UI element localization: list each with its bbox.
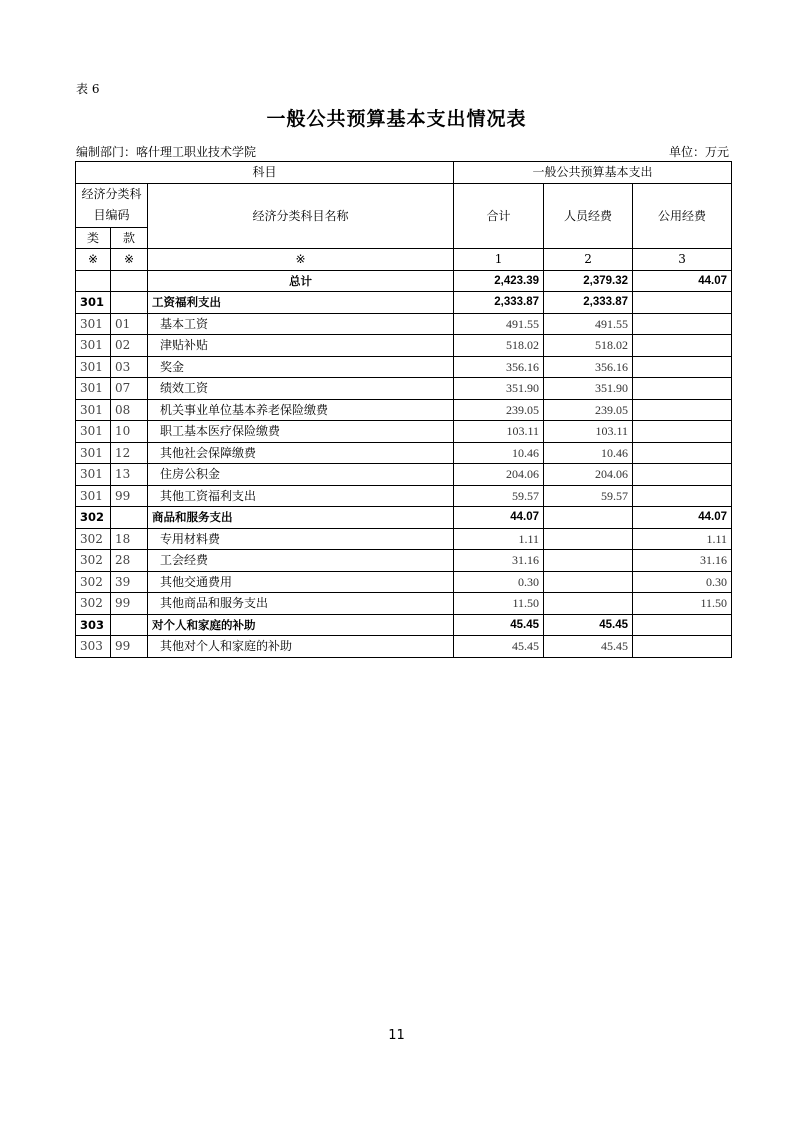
table-number: 表 6 [76, 82, 100, 96]
cell-lei: 301 [76, 399, 111, 421]
cell-personnel: 10.46 [544, 442, 633, 464]
cell-name: 职工基本医疗保险缴费 [148, 421, 454, 443]
cell-total: 1.11 [454, 528, 544, 550]
cell-lei: 302 [76, 571, 111, 593]
cell-total: 356.16 [454, 356, 544, 378]
cell-public [633, 485, 732, 507]
cell-public [633, 464, 732, 486]
cell-kuan: 02 [111, 335, 148, 357]
cell-personnel: 204.06 [544, 464, 633, 486]
cell-name: 工会经费 [148, 550, 454, 572]
table-row [76, 356, 732, 378]
cell-lei: 301 [76, 464, 111, 486]
cell-lei: 301 [76, 421, 111, 443]
cell-total: 204.06 [454, 464, 544, 486]
cell-public: 1.11 [633, 528, 732, 550]
cell-lei: 302 [76, 550, 111, 572]
cell-total: 103.11 [454, 421, 544, 443]
cell-personnel: 518.02 [544, 335, 633, 357]
table-row [76, 442, 732, 464]
cell-kuan [111, 614, 148, 636]
cell-personnel [544, 528, 633, 550]
cell-lei: 301 [76, 442, 111, 464]
cell-name: 绩效工资 [148, 378, 454, 400]
table-row [76, 292, 732, 314]
table-row [76, 399, 732, 421]
cell-total: 31.16 [454, 550, 544, 572]
page-title: 一般公共预算基本支出情况表 [266, 108, 527, 130]
header-public: 公用经费 [633, 183, 732, 249]
cell-name: 其他对个人和家庭的补助 [148, 636, 454, 658]
cell-lei: 301 [76, 485, 111, 507]
cell-lei: 301 [76, 356, 111, 378]
table-row [76, 421, 732, 443]
cell-total: 0.30 [454, 571, 544, 593]
cell-public [633, 442, 732, 464]
cell-name: 基本工资 [148, 313, 454, 335]
table-row [76, 485, 732, 507]
cell-kuan: 99 [111, 593, 148, 615]
cell-lei: 302 [76, 507, 111, 529]
cell-kuan [111, 507, 148, 529]
mark-kuan: ※ [111, 249, 148, 271]
header-personnel: 人员经费 [544, 183, 633, 249]
cell-kuan: 13 [111, 464, 148, 486]
cell-kuan: 01 [111, 313, 148, 335]
compiling-department: 编制部门：喀什理工职业技术学院 [76, 145, 257, 159]
cell-public [633, 292, 732, 314]
total-sum: 2,423.39 [454, 270, 544, 292]
cell-kuan: 18 [111, 528, 148, 550]
table-row [76, 614, 732, 636]
cell-total: 44.07 [454, 507, 544, 529]
cell-total: 491.55 [454, 313, 544, 335]
cell-name: 对个人和家庭的补助 [148, 614, 454, 636]
cell-public: 0.30 [633, 571, 732, 593]
table-row [76, 636, 732, 658]
cell-public: 31.16 [633, 550, 732, 572]
cell-kuan [111, 292, 148, 314]
cell-lei: 303 [76, 614, 111, 636]
table-row [76, 378, 732, 400]
cell-personnel: 103.11 [544, 421, 633, 443]
cell-public: 44.07 [633, 507, 732, 529]
unit-label: 单位：万元 [668, 145, 729, 159]
table-row [76, 464, 732, 486]
cell-lei: 301 [76, 292, 111, 314]
cell-name: 专用材料费 [148, 528, 454, 550]
cell-total: 45.45 [454, 636, 544, 658]
cell-personnel [544, 571, 633, 593]
header-row-2 [76, 183, 732, 227]
mark-lei: ※ [76, 249, 111, 271]
total-public: 44.07 [633, 270, 732, 292]
cell-kuan: 10 [111, 421, 148, 443]
cell-public [633, 636, 732, 658]
total-label: 总计 [148, 270, 454, 292]
cell-name: 奖金 [148, 356, 454, 378]
cell-total: 45.45 [454, 614, 544, 636]
cell-kuan: 39 [111, 571, 148, 593]
cell-public: 11.50 [633, 593, 732, 615]
table-row [76, 571, 732, 593]
cell-name: 津贴补贴 [148, 335, 454, 357]
cell-total: 11.50 [454, 593, 544, 615]
header-lei: 类 [76, 227, 111, 249]
cell-personnel [544, 507, 633, 529]
header-row-4 [76, 249, 732, 271]
cell-public [633, 313, 732, 335]
cell-name: 机关事业单位基本养老保险缴费 [148, 399, 454, 421]
col-index-1: 1 [454, 249, 544, 271]
cell-lei: 301 [76, 378, 111, 400]
cell-personnel [544, 593, 633, 615]
cell-total: 59.57 [454, 485, 544, 507]
cell-name: 其他工资福利支出 [148, 485, 454, 507]
total-kuan [111, 270, 148, 292]
cell-personnel: 59.57 [544, 485, 633, 507]
cell-name: 其他社会保障缴费 [148, 442, 454, 464]
header-econ-code: 经济分类科目编码 [76, 183, 148, 227]
cell-lei: 303 [76, 636, 111, 658]
cell-name: 工资福利支出 [148, 292, 454, 314]
total-lei [76, 270, 111, 292]
cell-personnel: 2,333.87 [544, 292, 633, 314]
cell-lei: 302 [76, 593, 111, 615]
cell-name: 住房公积金 [148, 464, 454, 486]
cell-name: 其他交通费用 [148, 571, 454, 593]
col-index-3: 3 [633, 249, 732, 271]
cell-total: 2,333.87 [454, 292, 544, 314]
total-personnel: 2,379.32 [544, 270, 633, 292]
cell-kuan: 03 [111, 356, 148, 378]
cell-kuan: 28 [111, 550, 148, 572]
col-index-2: 2 [544, 249, 633, 271]
table-row [76, 528, 732, 550]
cell-total: 10.46 [454, 442, 544, 464]
cell-kuan: 99 [111, 636, 148, 658]
header-kuan: 款 [111, 227, 148, 249]
table-row [76, 550, 732, 572]
cell-public [633, 614, 732, 636]
header-row-1 [76, 162, 732, 184]
cell-public [633, 356, 732, 378]
cell-name: 其他商品和服务支出 [148, 593, 454, 615]
cell-total: 518.02 [454, 335, 544, 357]
cell-public [633, 421, 732, 443]
total-row [76, 270, 732, 292]
header-basic-expense: 一般公共预算基本支出 [454, 162, 732, 184]
table-row [76, 313, 732, 335]
table-row [76, 335, 732, 357]
cell-personnel: 45.45 [544, 636, 633, 658]
cell-public [633, 378, 732, 400]
cell-personnel: 45.45 [544, 614, 633, 636]
header-total: 合计 [454, 183, 544, 249]
cell-name: 商品和服务支出 [148, 507, 454, 529]
table-row [76, 507, 732, 529]
budget-expense-table [75, 161, 732, 658]
cell-lei: 302 [76, 528, 111, 550]
cell-total: 239.05 [454, 399, 544, 421]
table-row [76, 593, 732, 615]
mark-name: ※ [148, 249, 454, 271]
cell-personnel [544, 550, 633, 572]
header-subject: 科目 [76, 162, 454, 184]
cell-kuan: 12 [111, 442, 148, 464]
cell-lei: 301 [76, 335, 111, 357]
page-number: 11 [388, 1028, 405, 1043]
cell-public [633, 335, 732, 357]
cell-personnel: 491.55 [544, 313, 633, 335]
cell-personnel: 239.05 [544, 399, 633, 421]
header-econ-name: 经济分类科目名称 [148, 183, 454, 249]
cell-kuan: 08 [111, 399, 148, 421]
cell-personnel: 351.90 [544, 378, 633, 400]
cell-kuan: 07 [111, 378, 148, 400]
cell-personnel: 356.16 [544, 356, 633, 378]
cell-kuan: 99 [111, 485, 148, 507]
cell-public [633, 399, 732, 421]
cell-lei: 301 [76, 313, 111, 335]
cell-total: 351.90 [454, 378, 544, 400]
